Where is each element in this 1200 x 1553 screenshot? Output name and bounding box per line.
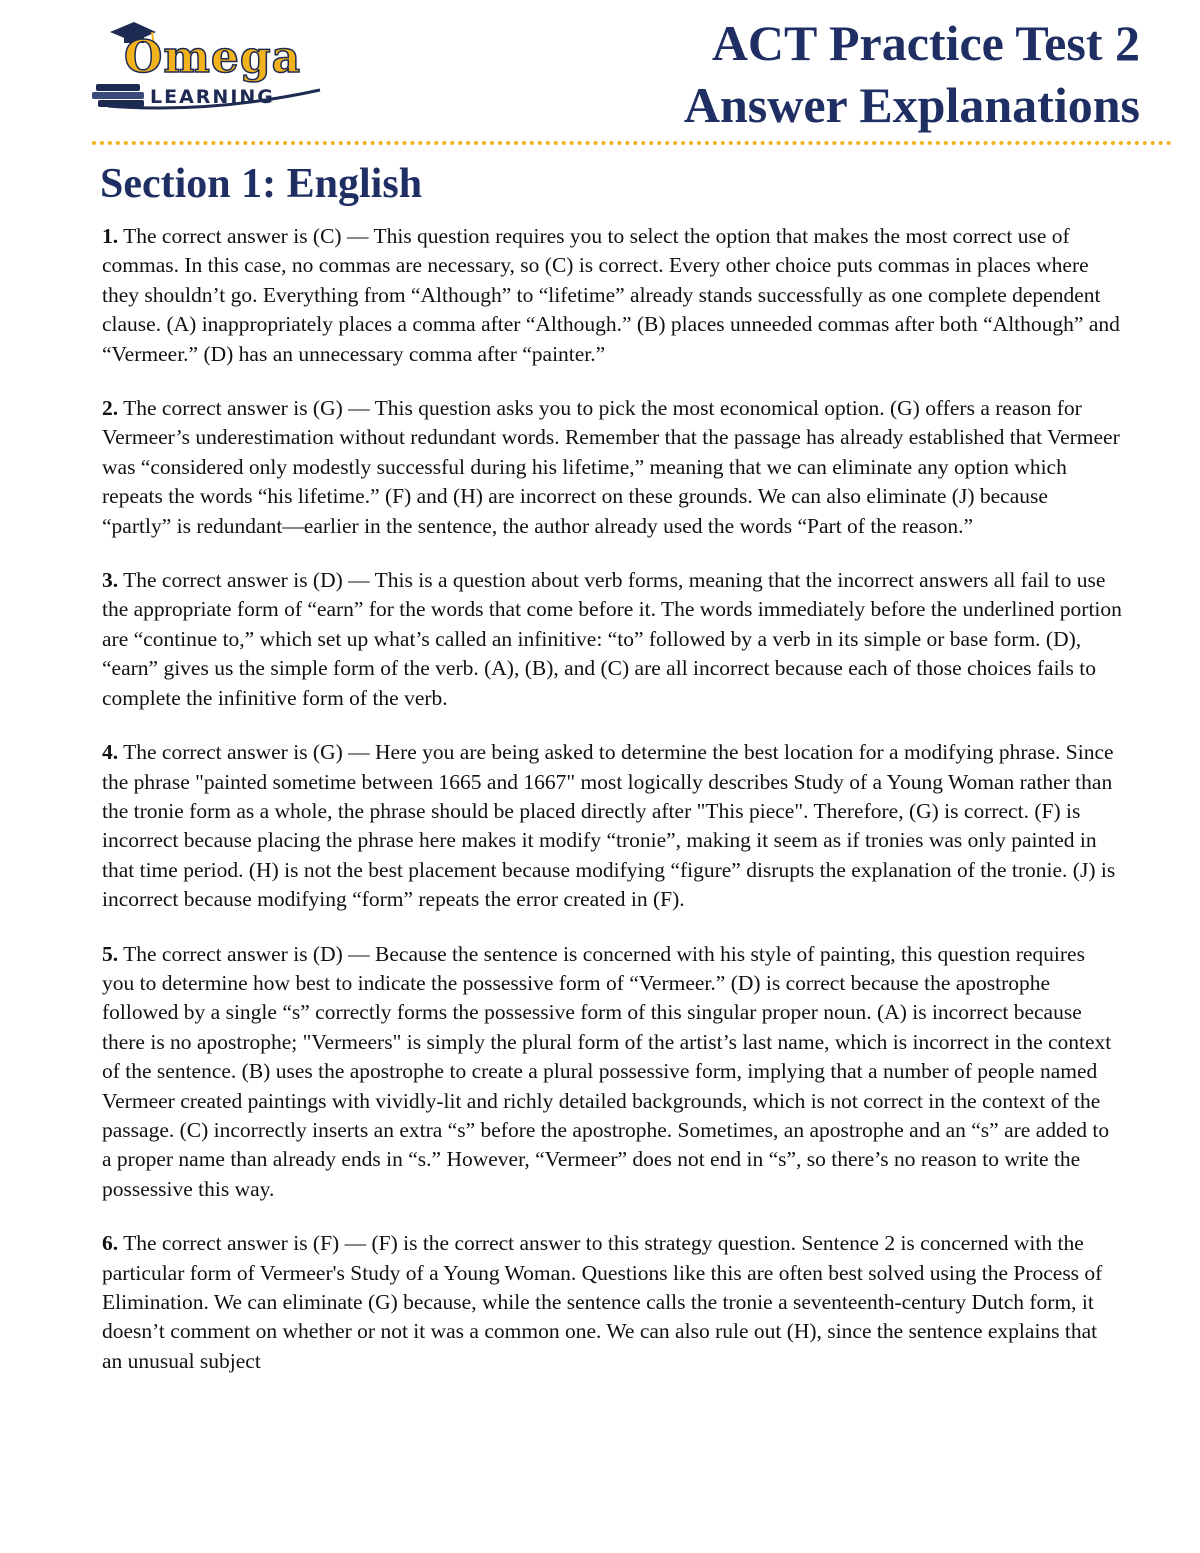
title-line-2: Answer Explanations xyxy=(683,77,1140,133)
answer-text: The correct answer is (G) — This question asks you to pick the most economical option. (G) offers a reason for Vermeer’s underestimation without redundant words. Remember that the passage has already established that Vermeer was “considered only modestly successful during his lifetime,” meaning that we can eliminate any option which repeats the words “his lifetime.” (F) and (H) are incorrect on these grounds. We can also eliminate (J) because “partly” is redundant—earlier in the sentence, the author already used the words “Part of the reason.” xyxy=(102,396,1120,538)
document-title xyxy=(684,12,1140,136)
title-line-1: ACT Practice Test 2 xyxy=(711,15,1140,71)
dotted-divider xyxy=(92,141,1172,145)
answer-list xyxy=(102,222,1122,1401)
logo-wordmark: Omega xyxy=(124,32,302,83)
answer-text: The correct answer is (C) — This question requires you to select the option that makes the most correct use of commas. In this case, no commas are necessary, so (C) is correct. Every other choice puts commas in places where they shouldn’t go. Everything from “Although” to “lifetime” already stands successfully as one complete dependent clause. (A) inappropriately places a comma after “Although.” (B) places unneeded commas after both “Although” and “Vermeer.” (D) has an unnecessary comma after “painter.” xyxy=(102,224,1120,366)
logo-subtitle: LEARNING xyxy=(150,86,275,108)
answer-item xyxy=(102,738,1122,914)
answer-number: 4. xyxy=(102,740,119,765)
answer-number: 5. xyxy=(102,941,119,966)
answer-number: 1. xyxy=(102,224,119,248)
answer-item xyxy=(102,394,1122,541)
answer-number: 3. xyxy=(102,568,119,593)
section-heading: Section 1: English xyxy=(100,161,423,207)
answer-item xyxy=(102,940,1122,1205)
answer-text: The correct answer is (F) — (F) is the correct answer to this strategy question. Sentence 2 is concerned with the particular form of Vermeer's Study of a Young Woman. Questions like this are often best solved using the Process of Elimination. We can eliminate (G) because, while the sentence calls the tronie a seventeenth-century Dutch form, it doesn’t comment on whether or not it was a common one. We can also rule out (H), since the sentence explains that an unusual subject xyxy=(102,1231,1103,1373)
answer-item xyxy=(102,1229,1122,1376)
answer-number: 2. xyxy=(102,396,119,421)
omega-learning-logo xyxy=(90,18,340,113)
answer-item xyxy=(102,566,1122,713)
answer-text: The correct answer is (D) — This is a question about verb forms, meaning that the incorrect answers all fail to use the appropriate form of “earn” for the words that come before it. The words immediately before the underlined portion are “continue to,” which set up what’s called an infinitive: “to” followed by a verb in its simple or base form. (D), “earn” gives us the simple form of the verb. (A), (B), and (C) are all incorrect because each of those choices fails to complete the infinitive form of the verb. xyxy=(102,568,1122,710)
answer-text: The correct answer is (G) — Here you are being asked to determine the best location for a modifying phrase. Since the phrase "painted sometime between 1665 and 1667" most logically describes Study of a Young Woman rather than the tronie form as a whole, the phrase should be placed directly after "This piece". Therefore, (G) is correct. (F) is incorrect because placing the phrase here makes it modify “tronie”, making it seem as if tronies was only painted in that time period. (H) is not the best placement because modifying “figure” disrupts the explanation of the tronie. (J) is incorrect because modifying “form” repeats the error created in (F). xyxy=(102,740,1116,912)
answer-number: 6. xyxy=(102,1231,119,1256)
answer-item xyxy=(102,222,1122,369)
answer-text: The correct answer is (D) — Because the sentence is concerned with his style of painting, this question requires you to determine how best to indicate the possessive form of “Vermeer.” (D) is correct because the apostrophe followed by a single “s” correctly forms the possessive form of this singular proper noun. (A) is incorrect because there is no apostrophe; "Vermeers" is simply the plural form of the artist’s last name, which is incorrect in the context of the sentence. (B) uses the apostrophe to create a plural possessive form, implying that a number of people named Vermeer created paintings with vividly-lit and richly detailed backgrounds, which is not correct in the context of the passage. (C) incorrectly inserts an extra “s” before the apostrophe. Sometimes, an apostrophe and an “s” are added to a proper name than already ends in “s.” However, “Vermeer” does not end in “s”, so there’s no reason to write the possessive this way. xyxy=(102,941,1112,1201)
